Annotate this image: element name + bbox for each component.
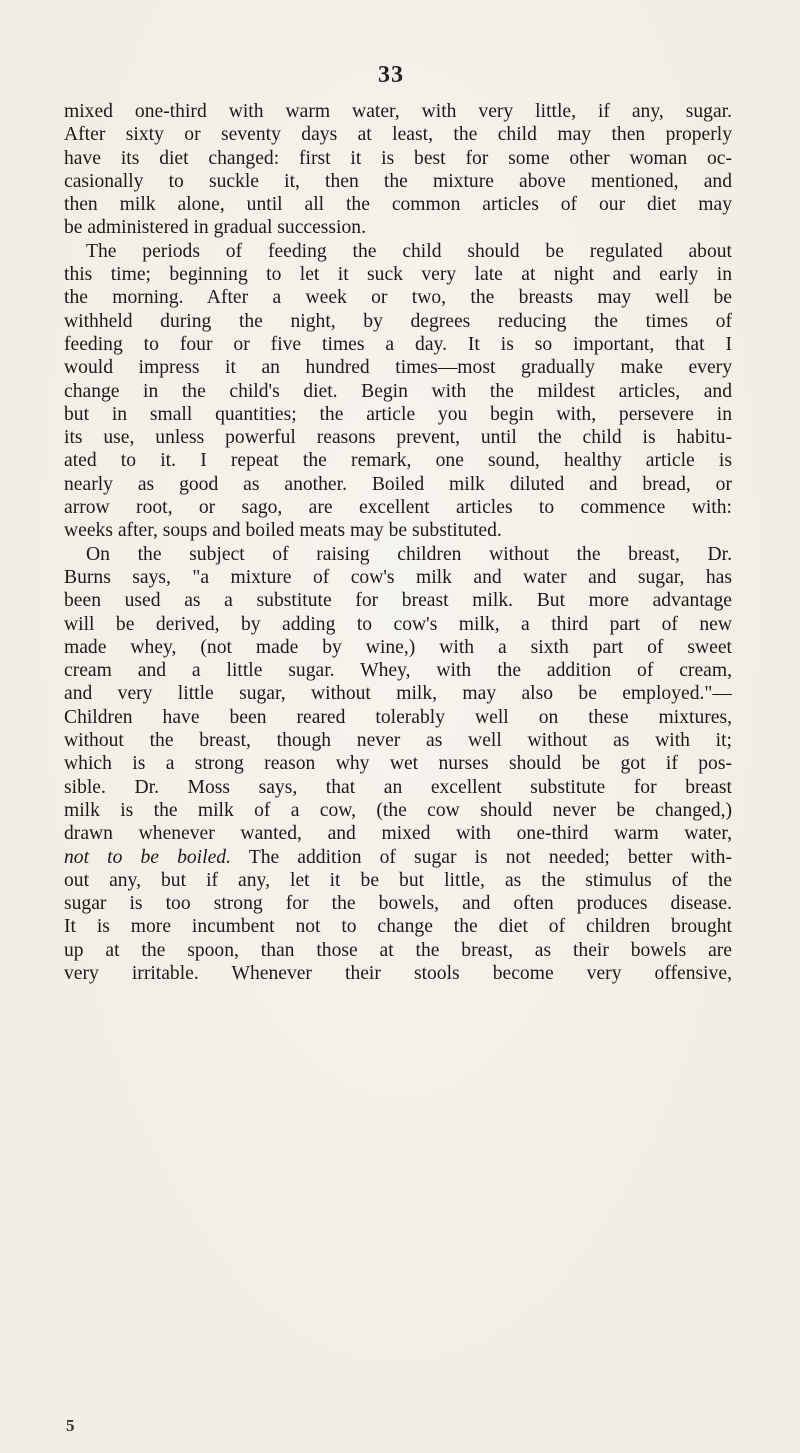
text-line: casionally to suckle it, then the mixture above mentioned, and — [64, 170, 732, 192]
page-number: 33 — [378, 62, 404, 88]
text-line: ated to it. I repeat the remark, one sound, healthy article is — [64, 450, 732, 472]
text-line: feeding to four or five times a day. It is so important, that I — [64, 333, 732, 355]
text-line: On the subject of raising children without the breast, Dr. — [86, 543, 732, 565]
text-line: sugar is too strong for the bowels, and often produces disease. — [64, 893, 732, 915]
text-line: its use, unless powerful reasons prevent, until the child is habitu- — [64, 427, 732, 449]
text-line: very irritable. Whenever their stools become very offensive, — [64, 962, 732, 984]
text-line: cream and a little sugar. Whey, with the addition of cream, — [64, 660, 732, 682]
text-line: weeks after, soups and boiled meats may be substituted. — [64, 520, 502, 542]
text-line: sible. Dr. Moss says, that an excellent substitute for breast — [64, 776, 732, 798]
text-line: It is more incumbent not to change the diet of children brought — [64, 916, 732, 938]
text-line: After sixty or seventy days at least, the child may then properly — [64, 124, 732, 146]
text-line: change in the child's diet. Begin with the mildest articles, and — [64, 380, 732, 402]
text-line: The periods of feeding the child should be regulated about — [86, 240, 732, 262]
text-line: arrow root, or sago, are excellent articles to commence with: — [64, 497, 732, 519]
text-line: made whey, (not made by wine,) with a sixth part of sweet — [64, 636, 732, 658]
text-line: Burns says, "a mixture of cow's milk and water and sugar, has — [64, 566, 732, 588]
text-line: which is a strong reason why wet nurses should be got if pos- — [64, 753, 732, 775]
text-line: milk is the milk of a cow, (the cow should never be changed,) — [64, 799, 732, 821]
text-line: but in small quantities; the article you begin with, persevere in — [64, 403, 732, 425]
text-line: Children have been reared tolerably well on these mixtures, — [64, 706, 732, 728]
text-line: withheld during the night, by degrees reducing the times of — [64, 310, 732, 332]
text-line-mixed — [64, 846, 732, 869]
text-line: been used as a substitute for breast milk. But more advantage — [64, 590, 732, 612]
text-line: and very little sugar, without milk, may also be employed."— — [64, 683, 732, 705]
text-line: without the breast, though never as well without as with it; — [64, 730, 732, 752]
signature-mark: 5 — [66, 1416, 75, 1435]
text-line: have its diet changed: first it is best for some other woman oc- — [64, 147, 732, 169]
text-line: mixed one-third with warm water, with very little, if any, sugar. — [64, 101, 732, 122]
text-line: then milk alone, until all the common articles of our diet may — [64, 194, 732, 216]
text-line: up at the spoon, than those at the breast, as their bowels are — [64, 939, 732, 961]
text-line: would impress it an hundred times—most gradually make every — [64, 357, 732, 379]
text-continuation: The addition of sugar is not needed; better with- — [230, 846, 732, 868]
text-line: be administered in gradual succession. — [64, 217, 366, 239]
text-line: out any, but if any, let it be but little, as the stimulus of the — [64, 869, 732, 891]
text-line: drawn whenever wanted, and mixed with one-third warm water, — [64, 823, 732, 845]
text-line: will be derived, by adding to cow's milk, a third part of new — [64, 613, 732, 635]
text-line: the morning. After a week or two, the breasts may well be — [64, 287, 732, 309]
body-text — [64, 100, 732, 985]
text-line: nearly as good as another. Boiled milk diluted and bread, or — [64, 473, 732, 495]
text-line: this time; beginning to let it suck very late at night and early in — [64, 264, 732, 286]
italic-phrase: not to be boiled. — [64, 846, 231, 868]
